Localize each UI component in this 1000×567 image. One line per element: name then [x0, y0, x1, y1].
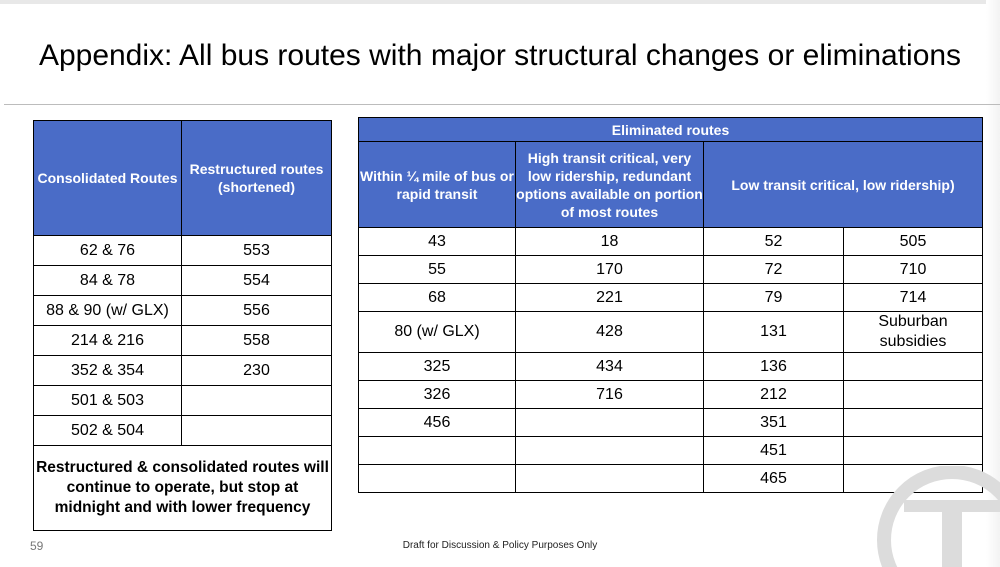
table-row	[359, 381, 983, 409]
table-cell	[359, 437, 516, 465]
table-note: Restructured & consolidated routes will continue to operate, but stop at midnight and with lower frequency	[34, 446, 332, 531]
table-row	[359, 228, 983, 256]
footer-text: Draft for Discussion & Policy Purposes Only	[402, 540, 598, 551]
table-cell: 55	[359, 256, 516, 284]
table-cell	[182, 386, 332, 416]
table-cell	[516, 465, 704, 493]
table-cell: 68	[359, 284, 516, 312]
table-cell	[844, 437, 983, 465]
table-header-row	[359, 142, 983, 228]
table-row	[34, 326, 332, 356]
table-cell: 501 & 503	[34, 386, 182, 416]
top-bar	[0, 0, 1000, 4]
table-cell	[516, 409, 704, 437]
page-number: 59	[30, 539, 44, 553]
table-row	[34, 236, 332, 266]
table-cell: 554	[182, 266, 332, 296]
table-cell: 710	[844, 256, 983, 284]
eliminated-routes-table	[358, 117, 983, 493]
table-cell: 72	[704, 256, 844, 284]
table-row	[34, 416, 332, 446]
table-row	[359, 437, 983, 465]
table-cell: 84 & 78	[34, 266, 182, 296]
table-cell: 43	[359, 228, 516, 256]
table-cell: 428	[516, 312, 704, 353]
group-header: Eliminated routes	[359, 118, 983, 142]
table-cell	[844, 353, 983, 381]
table-cell: 325	[359, 353, 516, 381]
table-cell: 79	[704, 284, 844, 312]
table-cell: 221	[516, 284, 704, 312]
title-divider	[4, 104, 1000, 105]
table-cell: 170	[516, 256, 704, 284]
table-row	[359, 284, 983, 312]
table-cell: 18	[516, 228, 704, 256]
table-cell: 502 & 504	[34, 416, 182, 446]
table-cell: 558	[182, 326, 332, 356]
column-header: Restructured routes (shortened)	[182, 121, 332, 236]
table-cell: 230	[182, 356, 332, 386]
table-row	[34, 356, 332, 386]
table-cell: 465	[704, 465, 844, 493]
table-cell	[844, 409, 983, 437]
table-cell: 52	[704, 228, 844, 256]
table-cell: 212	[704, 381, 844, 409]
table-cell	[182, 416, 332, 446]
column-header: Low transit critical, low ridership)	[704, 142, 983, 228]
table-cell: 326	[359, 381, 516, 409]
table-cell: 131	[704, 312, 844, 353]
table-cell: 505	[844, 228, 983, 256]
table-cell: 88 & 90 (w/ GLX)	[34, 296, 182, 326]
table-cell: 714	[844, 284, 983, 312]
table-cell	[516, 437, 704, 465]
table-cell: 451	[704, 437, 844, 465]
table-group-header-row	[359, 118, 983, 142]
transit-t-logo-icon	[876, 466, 1000, 567]
table-cell	[844, 381, 983, 409]
column-header: High transit critical, very low ridership, redundant options available on portion of most routes	[516, 142, 704, 228]
consolidated-routes-table	[33, 120, 332, 531]
table-cell: 136	[704, 353, 844, 381]
table-cell: 553	[182, 236, 332, 266]
table-header-row	[34, 121, 332, 236]
table-row	[359, 256, 983, 284]
table-cell: 214 & 216	[34, 326, 182, 356]
slide-title: Appendix: All bus routes with major structural changes or eliminations	[38, 39, 962, 72]
table-row	[34, 266, 332, 296]
table-row	[359, 409, 983, 437]
table-row	[34, 296, 332, 326]
table-cell: 352 & 354	[34, 356, 182, 386]
table-cell: 62 & 76	[34, 236, 182, 266]
table-cell: 80 (w/ GLX)	[359, 312, 516, 353]
column-header: Within ¼ mile of bus or rapid transit	[359, 142, 516, 228]
table-cell	[359, 465, 516, 493]
table-cell: 556	[182, 296, 332, 326]
table-cell: Suburban subsidies	[844, 312, 983, 353]
table-row	[359, 312, 983, 353]
table-row	[359, 353, 983, 381]
table-cell: 716	[516, 381, 704, 409]
table-cell: 351	[704, 409, 844, 437]
table-note-row	[34, 446, 332, 531]
table-cell: 456	[359, 409, 516, 437]
table-cell: 434	[516, 353, 704, 381]
column-header: Consolidated Routes	[34, 121, 182, 236]
table-row	[34, 386, 332, 416]
